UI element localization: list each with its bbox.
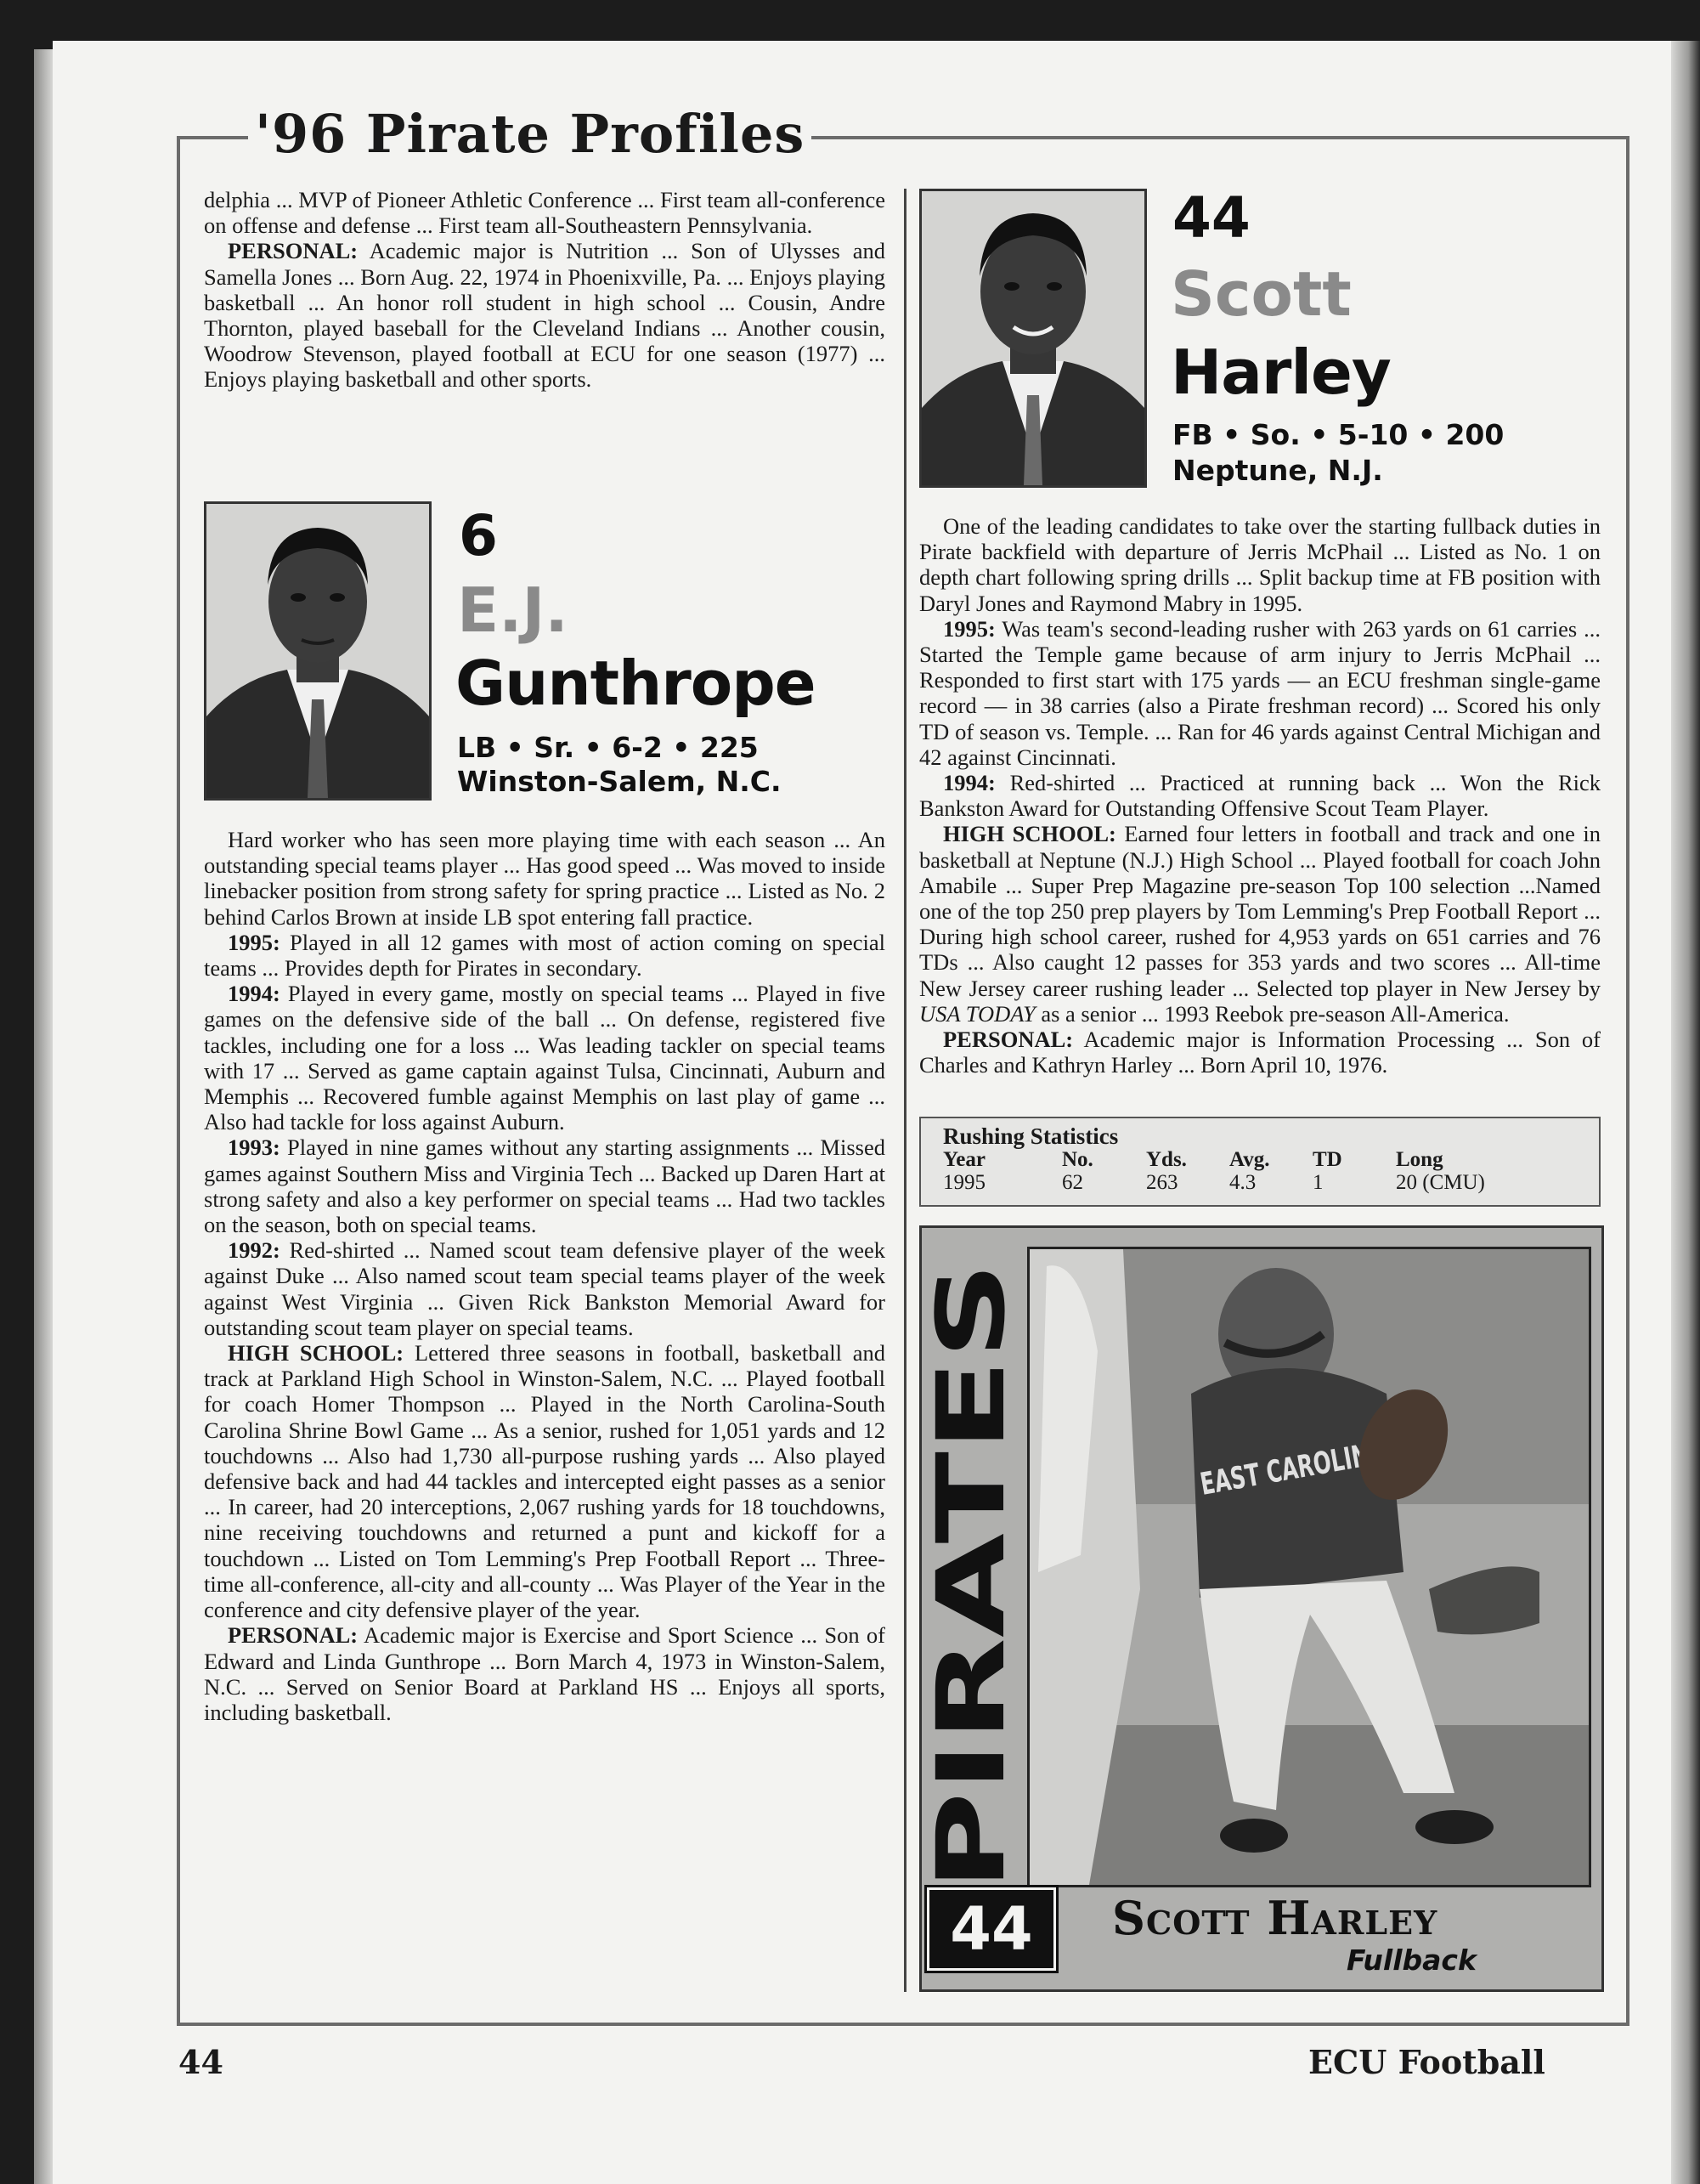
bio-paragraph [204, 1340, 885, 1622]
stats-cell: 4.3 [1229, 1171, 1257, 1194]
paragraph-label: 1992: [228, 1237, 280, 1264]
bio-paragraph [204, 1134, 885, 1237]
page-number: 44 [178, 2043, 223, 2081]
bio-paragraph [204, 827, 885, 930]
bio-paragraph [204, 187, 885, 238]
paragraph-text: Played in all 12 games with most of action coming on special teams ... Provides depth for Pirates in secondary. [204, 929, 886, 982]
paragraph-label: PERSONAL: [228, 1622, 359, 1649]
paragraph-text: Played in every game, mostly on special teams ... Played in five games on the defensive side of the ball ... On defense, registered five tackles, including one for a loss ... Was leading tackler on special teams with 17 ... Served as game captain against Tulsa, Cincinnati, Auburn and Memphis ... Recovered fumble against Memphis on last play of game ... Also had tackle for loss against Auburn. [204, 981, 885, 1135]
player-number: 44 [1172, 185, 1251, 251]
jersey-text: EAST CAROLINA [1197, 1420, 1474, 1502]
bio-paragraph [204, 238, 885, 392]
paragraph-label: HIGH SCHOOL: [228, 1340, 404, 1366]
continuation-text [204, 187, 885, 393]
football-player-icon [1030, 1249, 1589, 1885]
stats-header-cell: Avg. [1229, 1148, 1270, 1171]
action-photo [1027, 1247, 1591, 1887]
paragraph-text: One of the leading candidates to take over the starting fullback duties in Pirate backfield with departure of Jerris McPhail ... Listed as No. 1 on depth chart following spring drills ... Split backup time at FB position with Daryl Jones and Raymond Mabry in 1995. [919, 513, 1601, 616]
player-position-line: FB • So. • 5-10 • 200 [1172, 418, 1505, 451]
paragraph-label: 1994: [228, 981, 280, 1007]
paragraph-label: 1993: [228, 1134, 280, 1161]
player-last-name: Gunthrope [455, 648, 816, 719]
player-photo-gunthrope [204, 501, 432, 801]
player-hometown: Winston-Salem, N.C. [457, 765, 782, 798]
pirates-promo-box [919, 1225, 1604, 1992]
stats-cell: 263 [1146, 1171, 1178, 1194]
paragraph-label: 1995: [228, 929, 280, 955]
stats-header-cell: Yds. [1146, 1148, 1187, 1171]
bio-paragraph [204, 1237, 885, 1340]
paragraph-text: Academic major is Information Processing ... Son of Charles and Kathryn Harley ... Born April 10, 1976. [919, 1027, 1601, 1078]
player-photo-harley [919, 189, 1147, 488]
promo-player-number: 44 [927, 1887, 1056, 1971]
bio-paragraph [204, 930, 885, 981]
player-bio-harley [919, 513, 1601, 1078]
bio-paragraph [204, 981, 885, 1134]
stats-header-cell: Year [943, 1148, 986, 1171]
paragraph-text: Academic major is Nutrition ... Son of Ulysses and Samella Jones ... Born Aug. 22, 1974 in Phoenixville, Pa. ... Enjoys playing basketball ... An honor roll student in high school ... Cousin, Andre Thornton, played baseball for the Cleveland Indians ... Another cousin, Woodrow Stevenson, played football at ECU for one season (1977) ... Enjoys playing basketball and other sports. [204, 238, 885, 393]
portrait-icon [206, 504, 429, 798]
bio-paragraph [919, 1027, 1601, 1078]
paragraph-text: Academic major is Exercise and Sport Science ... Son of Edward and Linda Gunthrope ... Born March 4, 1973 in Winston-Salem, N.C. ... Served on Senior Board at Parkland HS ... Enjoys all sports, including basketball. [204, 1622, 885, 1725]
pirates-vertical-text: PIRATES [917, 1455, 1025, 1891]
bio-paragraph [204, 1622, 885, 1725]
player-position-line: LB • Sr. • 6-2 • 225 [457, 731, 759, 764]
player-hometown: Neptune, N.J. [1172, 454, 1383, 487]
stats-header-row [943, 1148, 1577, 1171]
paragraph-label: 1994: [943, 770, 996, 796]
bio-paragraph [919, 821, 1601, 1027]
book-spine [1671, 41, 1700, 2184]
paragraph-text: Played in nine games without any starting assignments ... Missed games against Southern Miss and Virginia Tech ... Backed up Daren Hart at strong safety and also a key performer on special teams ... Had two tackles on the season, both on special teams. [204, 1134, 885, 1238]
publication-name: ECU Football [1308, 2043, 1545, 2081]
page-edge [34, 49, 53, 2184]
bio-paragraph [919, 616, 1601, 770]
table-row [943, 1171, 1577, 1194]
player-bio-gunthrope [204, 827, 885, 1725]
rushing-stats-table [919, 1117, 1601, 1207]
stats-cell: 20 (CMU) [1396, 1171, 1485, 1194]
paragraph-label: PERSONAL: [228, 238, 359, 264]
stats-cell: 1995 [943, 1171, 986, 1194]
promo-player-name: Scott Harley [1112, 1891, 1438, 1945]
column-divider [904, 189, 906, 1992]
promo-player-position: Fullback [1347, 1944, 1477, 1977]
paragraph-text: Red-shirted ... Named scout team defensive player of the week against Duke ... Also named scout team special teams player of the week against West Virginia ... Given Rick Bankston Memorial Award for outstanding scout team player on special teams. [204, 1237, 885, 1340]
stats-cell: 62 [1062, 1171, 1083, 1194]
pirates-vertical-wordmark [917, 1253, 1025, 1896]
paragraph-text: delphia ... MVP of Pioneer Athletic Conference ... First team all-conference on offense and defense ... First team all-Southeastern Pennsylvania. [204, 187, 885, 239]
paragraph-text: Was team's second-leading rusher with 263 yards on 61 carries ... Started the Temple game because of arm injury to Jerris McPhail ... Responded to first start with 175 yards — an ECU freshman single-game record — in 38 carries (also a Pirate freshman record) ... Scored his only TD of season vs. Temple. ... Ran for 46 yards against Central Michigan and 42 against Cincinnati. [919, 615, 1601, 770]
paragraph-label: PERSONAL: [943, 1027, 1074, 1053]
stats-header-cell: Long [1396, 1148, 1443, 1171]
paragraph-text: Hard worker who has seen more playing time with each season ... An outstanding special teams player ... Has good speed ... Was moved to inside linebacker position from strong safety for spring practice ... Listed as No. 2 behind Carlos Brown at inside LB spot entering fall practice. [204, 827, 885, 930]
player-first-name: E.J. [457, 574, 568, 646]
paragraph-text: Lettered three seasons in football, basketball and track at Parkland High School in Winston-Salem, N.C. ... Played football for coach Homer Thompson ... Played in the North Carolina-South Carolina Shrine Bowl Game ... As a senior, rushed for 1,051 yards and 12 touchdowns ... Also had 1,730 all-purpose rushing yards ... Also played defensive back and had 44 tackles and intercepted eight passes as a senior ... In career, had 20 interceptions, 2,067 rushing yards for 18 touchdowns, nine receiving touchdowns and returned a punt and kickoff for a touchdown ... Listed on Tom Lemming's Prep Football Report ... Three-time all-conference, all-city and all-county ... Was Player of the Year in the conference and city defensive player of the year. [204, 1340, 885, 1623]
paragraph-text: Earned four letters in football and track and one in basketball at Neptune (N.J.) High School ... Played football for coach John Amabile ... Super Prep Magazine pre-season Top 100 selection ...Named one of the top 250 prep players by Tom Lemming's Prep Football Report ... During high school career, rushed for 4,953 yards on 651 carries and 76 TDs ... Also caught 12 passes for 353 yards and two scores ... All-time New Jersey career rushing leader ... Selected top player in New Jersey by USA TODAY as a senior ... 1993 Reebok pre-season All-America. [919, 821, 1601, 1027]
stats-header-cell: TD [1313, 1148, 1342, 1171]
stats-title: Rushing Statistics [943, 1123, 1119, 1149]
player-number: 6 [459, 503, 498, 569]
bio-paragraph [919, 770, 1601, 821]
bio-paragraph [919, 513, 1601, 616]
paragraph-text: Red-shirted ... Practiced at running back ... Won the Rick Bankston Award for Outstanding Offensive Scout Team Player. [919, 770, 1601, 822]
player-first-name: Scott [1171, 258, 1352, 330]
paragraph-label: HIGH SCHOOL: [943, 821, 1116, 847]
paragraph-label: 1995: [943, 615, 996, 642]
running-title: '96 Pirate Profiles [248, 100, 811, 168]
player-last-name: Harley [1171, 337, 1391, 408]
portrait-icon [922, 191, 1144, 485]
stats-header-cell: No. [1062, 1148, 1093, 1171]
stats-cell: 1 [1313, 1171, 1324, 1194]
